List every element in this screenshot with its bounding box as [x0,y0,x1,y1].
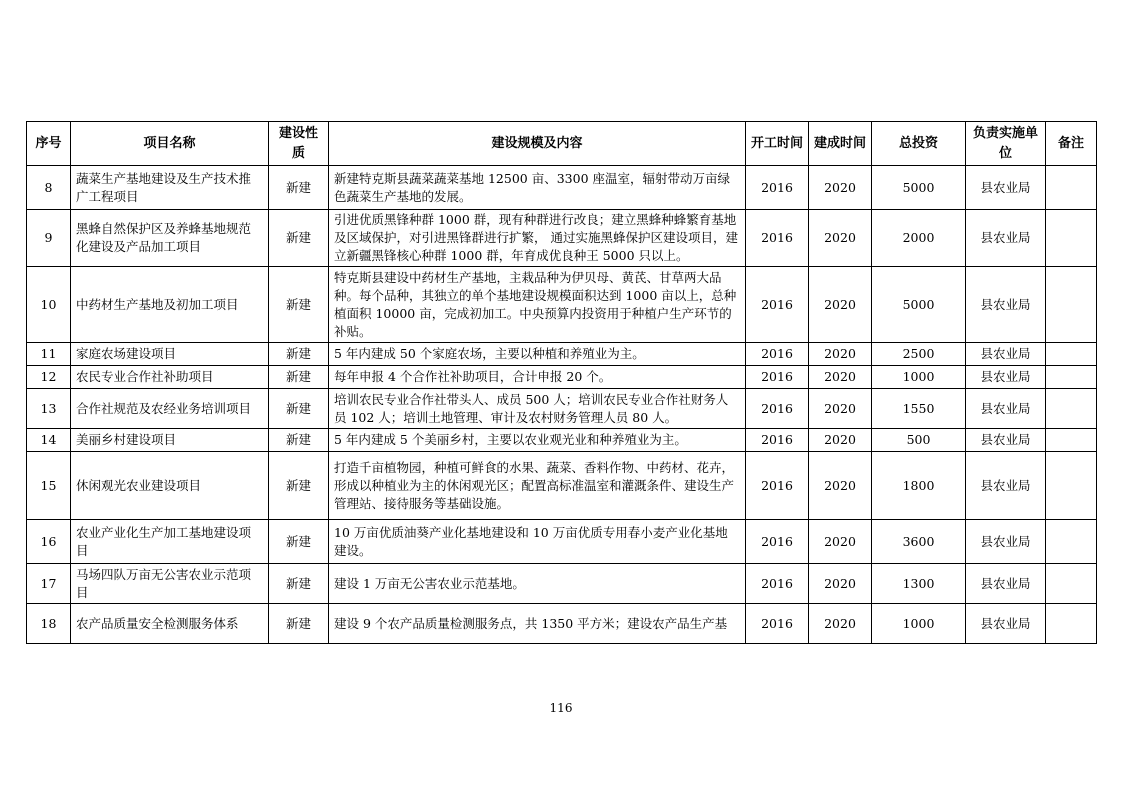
cell-type: 新建 [269,166,329,210]
cell-seq: 15 [27,452,71,520]
cell-type: 新建 [269,210,329,267]
table-row [27,429,1097,452]
cell-type: 新建 [269,452,329,520]
cell-scale: 打造千亩植物园，种植可鲜食的水果、蔬菜、香料作物、中药材、花卉，形成以种植业为主的休闲观光区；配置高标准温室和灌溉条件、建设生产管理站、接待服务等基础设施。 [329,452,746,520]
cell-seq: 13 [27,389,71,429]
cell-invest: 1000 [872,604,966,644]
cell-seq: 10 [27,267,71,343]
cell-start: 2016 [746,166,809,210]
cell-invest: 2500 [872,343,966,366]
cell-type: 新建 [269,343,329,366]
cell-start: 2016 [746,343,809,366]
table-row [27,520,1097,564]
cell-scale: 引进优质黑锋种群 1000 群，现有种群进行改良；建立黑蜂种蜂繁育基地及区域保护，对引进黑锋群进行扩繁， 通过实施黑蜂保护区建设项目，建立新疆黑锋核心种群 1000 群，年育成优良种王 5000 只以上。 [329,210,746,267]
project-table [26,121,1097,644]
cell-end: 2020 [809,429,872,452]
table-row [27,210,1097,267]
cell-invest: 2000 [872,210,966,267]
table-row [27,166,1097,210]
cell-unit: 县农业局 [966,267,1046,343]
cell-start: 2016 [746,366,809,389]
cell-start: 2016 [746,604,809,644]
cell-type: 新建 [269,520,329,564]
cell-scale: 5 年内建成 50 个家庭农场，主要以种植和养殖业为主。 [329,343,746,366]
cell-name: 农民专业合作社补助项目 [71,366,269,389]
cell-invest: 3600 [872,520,966,564]
cell-invest: 5000 [872,166,966,210]
header-start: 开工时间 [746,122,809,166]
header-unit: 负责实施单位 [966,122,1046,166]
cell-seq: 18 [27,604,71,644]
header-end: 建成时间 [809,122,872,166]
cell-end: 2020 [809,210,872,267]
cell-seq: 8 [27,166,71,210]
cell-unit: 县农业局 [966,210,1046,267]
header-scale: 建设规模及内容 [329,122,746,166]
cell-start: 2016 [746,267,809,343]
cell-type: 新建 [269,429,329,452]
cell-invest: 1800 [872,452,966,520]
cell-unit: 县农业局 [966,520,1046,564]
cell-note [1046,389,1097,429]
cell-scale: 10 万亩优质油葵产业化基地建设和 10 万亩优质专用春小麦产业化基地建设。 [329,520,746,564]
cell-start: 2016 [746,210,809,267]
table-row [27,604,1097,644]
cell-end: 2020 [809,389,872,429]
cell-unit: 县农业局 [966,366,1046,389]
cell-note [1046,210,1097,267]
cell-name: 蔬菜生产基地建设及生产技术推广工程项目 [71,166,269,210]
page-number: 116 [549,701,573,715]
cell-name: 农产品质量安全检测服务体系 [71,604,269,644]
table-row [27,343,1097,366]
cell-name: 家庭农场建设项目 [71,343,269,366]
cell-start: 2016 [746,452,809,520]
cell-scale: 特克斯县建设中药材生产基地，主栽品种为伊贝母、黄芪、甘草两大品种。每个品种，其独立的单个基地建设规模面积达到 1000 亩以上，总种植面积 10000 亩，完成初加工。中央预算内投资用于种植户生产环节的补贴。 [329,267,746,343]
cell-name: 休闲观光农业建设项目 [71,452,269,520]
cell-scale: 新建特克斯县蔬菜蔬菜基地 12500 亩、3300 座温室，辐射带动万亩绿色蔬菜生产基地的发展。 [329,166,746,210]
cell-note [1046,429,1097,452]
cell-note [1046,604,1097,644]
cell-unit: 县农业局 [966,429,1046,452]
cell-invest: 5000 [872,267,966,343]
cell-end: 2020 [809,366,872,389]
cell-end: 2020 [809,520,872,564]
cell-start: 2016 [746,389,809,429]
cell-name: 合作社规范及农经业务培训项目 [71,389,269,429]
cell-scale: 每年申报 4 个合作社补助项目，合计申报 20 个。 [329,366,746,389]
cell-type: 新建 [269,366,329,389]
cell-seq: 11 [27,343,71,366]
header-row [27,122,1097,166]
cell-unit: 县农业局 [966,452,1046,520]
cell-start: 2016 [746,564,809,604]
table-row [27,564,1097,604]
cell-note [1046,166,1097,210]
cell-note [1046,366,1097,389]
cell-type: 新建 [269,564,329,604]
cell-name: 农业产业化生产加工基地建设项目 [71,520,269,564]
cell-invest: 1550 [872,389,966,429]
cell-end: 2020 [809,166,872,210]
cell-scale: 建设 1 万亩无公害农业示范基地。 [329,564,746,604]
cell-type: 新建 [269,604,329,644]
header-note: 备注 [1046,122,1097,166]
cell-note [1046,564,1097,604]
cell-seq: 12 [27,366,71,389]
cell-name: 马场四队万亩无公害农业示范项目 [71,564,269,604]
header-name: 项目名称 [71,122,269,166]
cell-unit: 县农业局 [966,389,1046,429]
cell-end: 2020 [809,452,872,520]
cell-end: 2020 [809,267,872,343]
header-seq: 序号 [27,122,71,166]
cell-note [1046,267,1097,343]
table-row [27,267,1097,343]
cell-invest: 1300 [872,564,966,604]
cell-start: 2016 [746,520,809,564]
cell-end: 2020 [809,343,872,366]
table-row [27,366,1097,389]
cell-scale: 5 年内建成 5 个美丽乡村，主要以农业观光业和种养殖业为主。 [329,429,746,452]
cell-name: 黑蜂自然保护区及养蜂基地规范化建设及产品加工项目 [71,210,269,267]
cell-unit: 县农业局 [966,343,1046,366]
cell-unit: 县农业局 [966,166,1046,210]
cell-note [1046,452,1097,520]
cell-start: 2016 [746,429,809,452]
cell-seq: 9 [27,210,71,267]
cell-note [1046,343,1097,366]
cell-scale: 建设 9 个农产品质量检测服务点，共 1350 平方米；建设农产品生产基 [329,604,746,644]
cell-type: 新建 [269,267,329,343]
cell-note [1046,520,1097,564]
cell-seq: 16 [27,520,71,564]
cell-seq: 14 [27,429,71,452]
table-row [27,452,1097,520]
cell-scale: 培训农民专业合作社带头人、成员 500 人；培训农民专业合作社财务人员 102 人；培训土地管理、审计及农村财务管理人员 80 人。 [329,389,746,429]
cell-name: 美丽乡村建设项目 [71,429,269,452]
cell-type: 新建 [269,389,329,429]
table-row [27,389,1097,429]
header-type: 建设性质 [269,122,329,166]
cell-name: 中药材生产基地及初加工项目 [71,267,269,343]
cell-end: 2020 [809,564,872,604]
cell-seq: 17 [27,564,71,604]
cell-invest: 1000 [872,366,966,389]
cell-invest: 500 [872,429,966,452]
header-invest: 总投资 [872,122,966,166]
cell-unit: 县农业局 [966,564,1046,604]
cell-unit: 县农业局 [966,604,1046,644]
cell-end: 2020 [809,604,872,644]
